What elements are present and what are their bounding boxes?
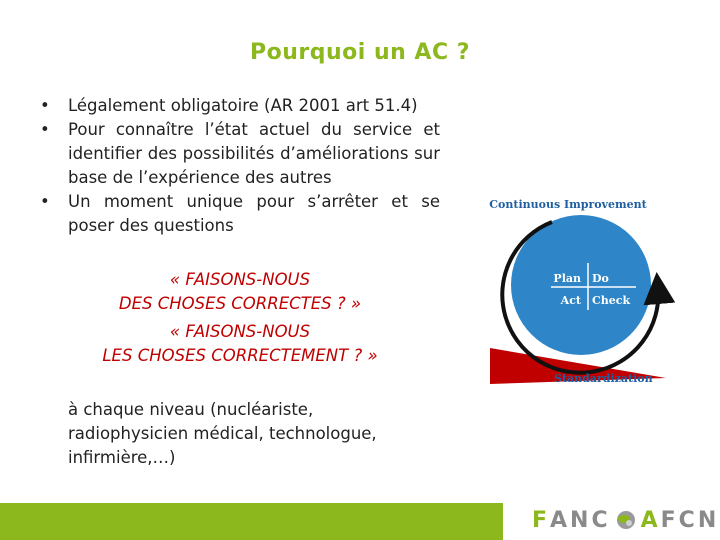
levels-text: à chaque niveau (nucléariste, radiophysicien médical, technologue, infirmière,…) <box>68 400 377 467</box>
bullet-text: Légalement obligatoire (AR 2001 art 51.4) <box>68 96 418 115</box>
standardization-label: Standardization <box>554 372 653 385</box>
quote-line: « FAISONS-NOUS <box>169 322 311 341</box>
fanc-afcn-logo <box>532 504 719 536</box>
logo-letter: F <box>532 507 551 533</box>
bullet-marker: • <box>40 120 50 139</box>
bullet-item <box>40 118 440 190</box>
bullet-item <box>40 190 440 238</box>
bullet-item <box>40 94 440 118</box>
logo-text-afcn: FCN <box>660 507 720 533</box>
quote-line: DES CHOSES CORRECTES ? » <box>118 294 362 313</box>
logo-letter: A <box>640 507 661 533</box>
quote-line: « FAISONS-NOUS <box>169 270 311 289</box>
bullet-list <box>40 94 440 238</box>
globe-icon <box>615 509 637 531</box>
logo-text-fanc: ANC <box>550 507 611 533</box>
pdca-circle <box>511 215 651 355</box>
continuous-improvement-label: Continuous Improvement <box>489 198 647 211</box>
do-label: Do <box>592 272 609 285</box>
bullet-text: Pour connaître l’état actuel du service et identifier des possibilités d’améliorations sur base de l’expérience des autres <box>68 120 440 187</box>
bullet-marker: • <box>40 96 50 115</box>
bullet-marker: • <box>40 192 50 211</box>
quote-line: LES CHOSES CORRECTEMENT ? » <box>102 346 378 365</box>
slide-title: Pourquoi un AC ? <box>249 40 471 65</box>
bullet-text: Un moment unique pour s’arrêter et se poser des questions <box>68 192 440 235</box>
footer-bar <box>0 503 503 540</box>
plan-label: Plan <box>553 272 581 285</box>
act-label: Act <box>560 294 581 307</box>
pdca-diagram <box>488 188 678 393</box>
check-label: Check <box>592 294 631 307</box>
